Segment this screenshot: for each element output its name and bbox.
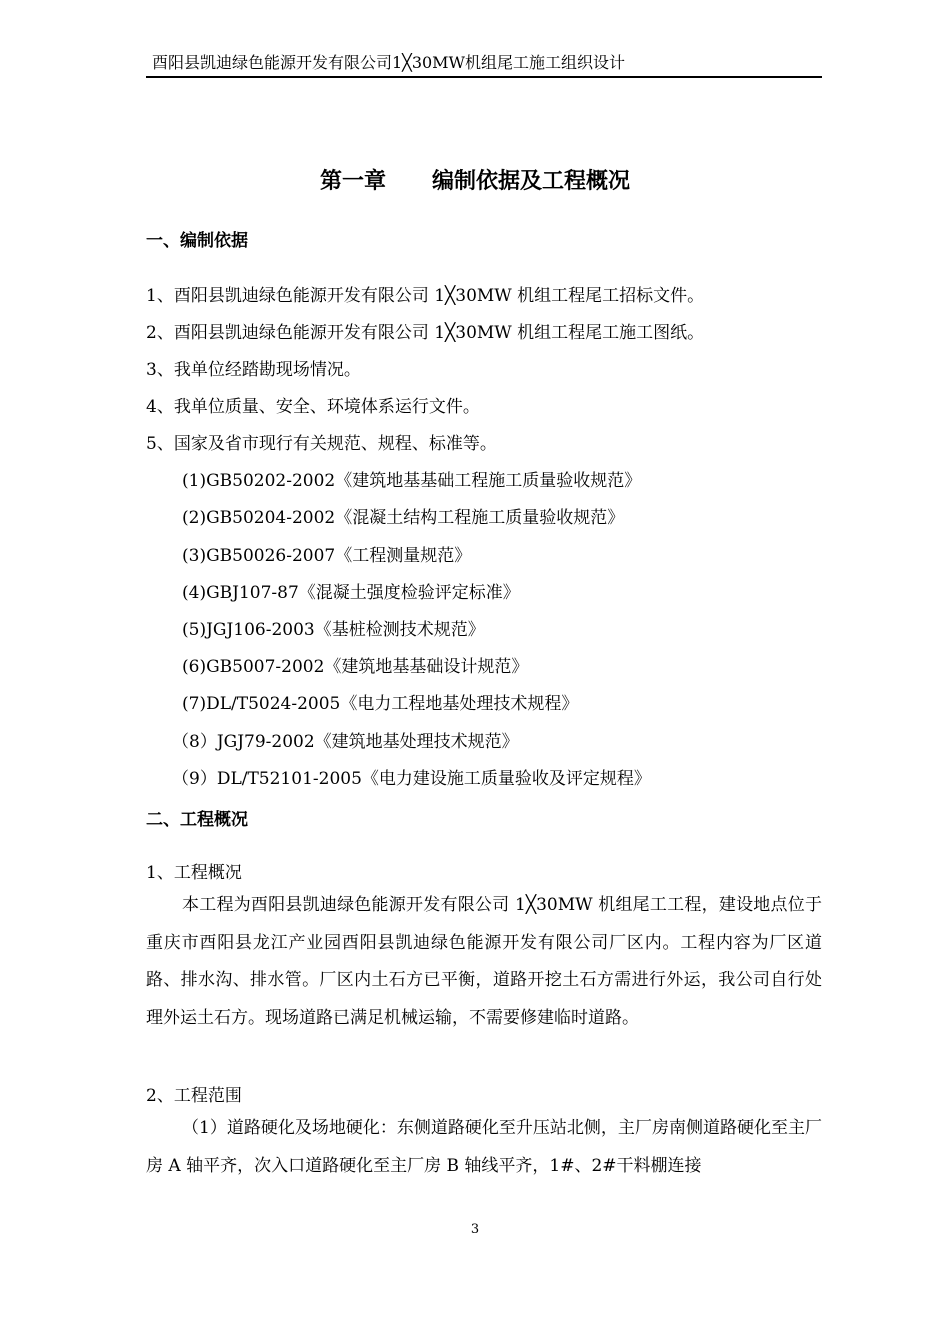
overview-subtitle: 1、工程概况 (146, 863, 242, 883)
standard-item-7: (7)DL/T5024-2005《电力工程地基处理技术规程》 (182, 694, 579, 714)
page-header (146, 50, 822, 78)
page-number: 3 (470, 1222, 480, 1237)
standard-item-2: (2)GB50204-2002《混凝土结构工程施工质量验收规范》 (182, 508, 625, 528)
basis-item-3: 3、我单位经踏勘现场情况。 (146, 360, 361, 380)
standard-item-3: (3)GB50026-2007《工程测量规范》 (182, 546, 472, 566)
chapter-title: 第一章 编制依据及工程概况 (320, 169, 630, 194)
standard-item-1: (1)GB50202-2002《建筑地基基础工程施工质量验收规范》 (182, 471, 642, 491)
standard-item-5: (5)JGJ106-2003《基桩检测技术规范》 (182, 620, 485, 640)
scope-paragraph: （1）道路硬化及场地硬化：东侧道路硬化至升压站北侧，主厂房南侧道路硬化至主厂房 A 轴平齐，次入口道路硬化至主厂房 B 轴线平齐，1#、2#干料棚连接 (146, 1118, 822, 1176)
section-heading-basis: 一、编制依据 (146, 231, 248, 251)
standard-item-6: (6)GB5007-2002《建筑地基基础设计规范》 (182, 657, 529, 677)
basis-item-2: 2、酉阳县凯迪绿色能源开发有限公司 1╳30MW 机组工程尾工施工图纸。 (146, 323, 705, 343)
basis-item-5: 5、国家及省市现行有关规范、规程、标准等。 (146, 434, 497, 454)
standard-item-9: （9）DL/T52101-2005《电力建设施工质量验收及评定规程》 (172, 769, 651, 789)
basis-item-1: 1、酉阳县凯迪绿色能源开发有限公司 1╳30MW 机组工程尾工招标文件。 (146, 286, 705, 306)
section-heading-overview: 二、工程概况 (146, 810, 248, 830)
header-title: 酉阳县凯迪绿色能源开发有限公司1╳30MW机组尾工施工组织设计 (152, 53, 626, 72)
standard-item-8: （8）JGJ79-2002《建筑地基处理技术规范》 (172, 732, 519, 752)
basis-item-4: 4、我单位质量、安全、环境体系运行文件。 (146, 397, 480, 417)
standard-item-4: (4)GBJ107-87《混凝土强度检验评定标准》 (182, 583, 520, 603)
overview-paragraph: 本工程为酉阳县凯迪绿色能源开发有限公司 1╳30MW 机组尾工工程，建设地点位于重庆市酉阳县龙江产业园酉阳县凯迪绿色能源开发有限公司厂区内。工程内容为厂区道路、排水沟、排水管。厂区内土石方已平衡，道路开挖土石方需进行外运，我公司自行处理外运土石方。现场道路已满足机械运输，不需要修建临时道路。 (146, 895, 822, 1028)
scope-subtitle: 2、工程范围 (146, 1086, 242, 1106)
